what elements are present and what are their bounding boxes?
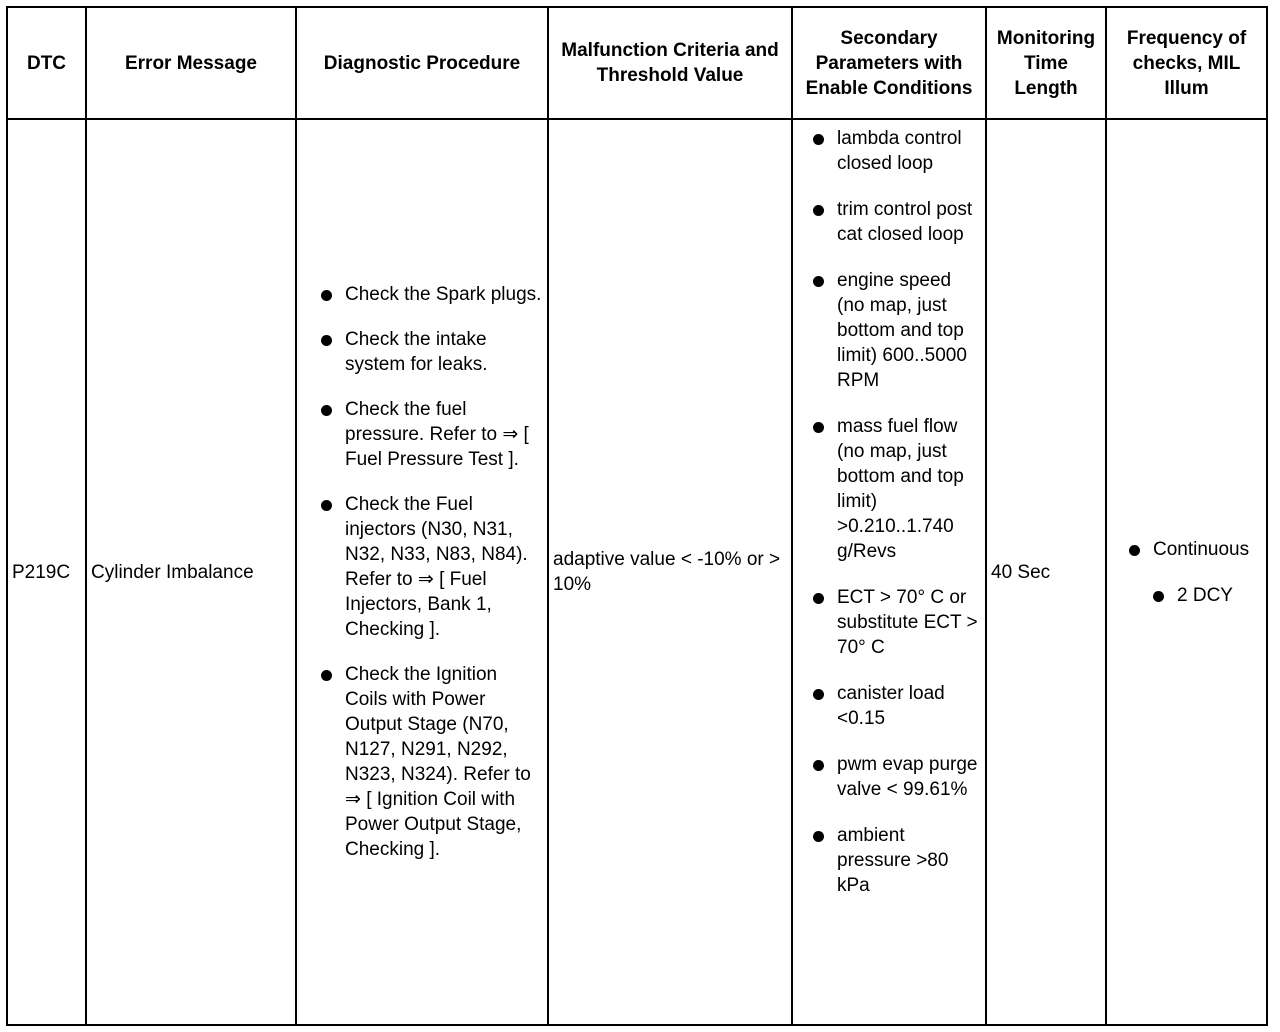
header-frequency: Frequency of checks, MIL Illum xyxy=(1106,7,1267,119)
malfunction-criteria: adaptive value < -10% or > 10% xyxy=(548,119,792,1025)
frequency-cell xyxy=(1106,119,1267,1025)
monitoring-time: 40 Sec xyxy=(986,119,1106,1025)
header-diagnostic-procedure: Diagnostic Procedure xyxy=(296,7,548,119)
frequency-list xyxy=(1111,537,1262,608)
secondary-parameter-item: ECT > 70° C or substitute ECT > 70° C xyxy=(809,585,981,660)
secondary-parameter-item: mass fuel flow (no map, just bottom and top limit) >0.210..1.740 g/Revs xyxy=(809,414,981,564)
table-row xyxy=(7,119,1267,1025)
header-secondary-parameters: Secondary Parameters with Enable Conditions xyxy=(792,7,986,119)
procedure-item: Check the intake system for leaks. xyxy=(317,327,543,377)
header-dtc: DTC xyxy=(7,7,86,119)
dtc-code: P219C xyxy=(7,119,86,1025)
error-message: Cylinder Imbalance xyxy=(86,119,296,1025)
header-monitoring-time: Monitoring Time Length xyxy=(986,7,1106,119)
secondary-parameter-item: canister load <0.15 xyxy=(809,681,981,731)
secondary-parameter-item: pwm evap purge valve < 99.61% xyxy=(809,752,981,802)
header-error-message: Error Message xyxy=(86,7,296,119)
procedure-item: Check the fuel pressure. Refer to ⇒ [ Fuel Pressure Test ]. xyxy=(317,397,543,472)
procedure-list xyxy=(301,282,543,862)
secondary-parameter-item: trim control post cat closed loop xyxy=(809,197,981,247)
procedure-item: Check the Ignition Coils with Power Output Stage (N70, N127, N291, N292, N323, N324). Refer to ⇒ [ Ignition Coil with Power Output Stage, Checking ]. xyxy=(317,662,543,862)
secondary-parameters-cell xyxy=(792,119,986,1025)
header-row xyxy=(7,7,1267,119)
procedure-item: Check the Fuel injectors (N30, N31, N32, N33, N83, N84). Refer to ⇒ [ Fuel Injectors, Bank 1, Checking ]. xyxy=(317,492,543,642)
header-malfunction-criteria: Malfunction Criteria and Threshold Value xyxy=(548,7,792,119)
dtc-table xyxy=(6,6,1268,1026)
secondary-parameter-item: engine speed (no map, just bottom and top limit) 600..5000 RPM xyxy=(809,268,981,393)
secondary-parameter-item: lambda control closed loop xyxy=(809,126,981,176)
diagnostic-procedure-cell xyxy=(296,119,548,1025)
secondary-parameter-item: ambient pressure >80 kPa xyxy=(809,823,981,898)
frequency-item: Continuous xyxy=(1125,537,1262,562)
secondary-parameter-list xyxy=(797,126,981,898)
procedure-item: Check the Spark plugs. xyxy=(317,282,543,307)
frequency-item: 2 DCY xyxy=(1149,583,1262,608)
